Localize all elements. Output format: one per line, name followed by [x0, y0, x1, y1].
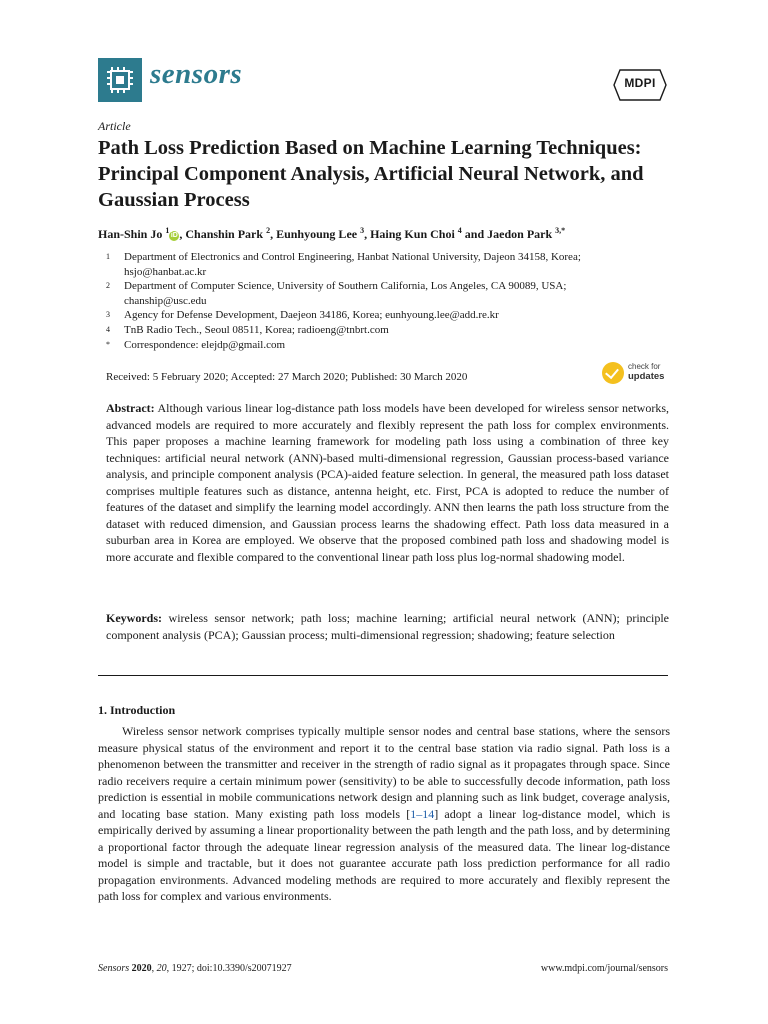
author-name[interactable]: Eunhyoung Lee [276, 227, 358, 241]
journal-logo [98, 58, 142, 102]
author-name[interactable]: Haing Kun Choi [370, 227, 455, 241]
intro-paragraph: Wireless sensor network comprises typically multiple sensor nodes and central base stations, where the sensors measure physical status of the environment and report it to the central base station via radio signal. Path loss is a phenomenon between the transmitter and receiver in the strength of radio signal as it propagates through space. Since radio receivers require a certain minimum power (sensitivity) to be able to successfully decode information, path loss prediction is essential in mobile communications network design and planning such as link budget, coverage analysis, and locating base station. Many existing path loss models [1–14] adopt a linear log-distance model, which is empirically derived by assuming a linear proportionality between the path length and the path loss, and by determining a proportional factor through the adequate linear regression analysis of the measured data. The linear log-distance model is simple and tractable, but it does not guarantee accurate path loss prediction performance for all radio propagation environments. Advanced modeling methods are required to more accurately and flexibly represent the path loss for complex and various environments. [98, 724, 670, 903]
author-affiliation-marker: 3 [360, 226, 365, 235]
author-affiliation-marker: 1 [165, 226, 170, 235]
author-name[interactable]: Han-Shin Jo [98, 227, 163, 241]
footer-journal-url[interactable]: www.mdpi.com/journal/sensors [540, 963, 668, 974]
publisher-name: MDPI [624, 76, 656, 90]
journal-name: sensors [150, 58, 243, 90]
author-affiliation-marker: 3,* [555, 226, 566, 235]
check-for-updates-button[interactable]: check for updates [602, 362, 674, 386]
citation-link[interactable]: 1–14 [410, 806, 435, 821]
abstract [106, 400, 669, 565]
author-list: Han-Shin Jo $^1$iD , Chanshin Park $^2$, Eunhyoung Lee $^3$, Haing Kun Choi $^4$ and Jaedon Park $^{3,*}$ [98, 226, 566, 241]
footer-citation: Sensors 2020, 20, 1927; doi:10.3390/s20071927 [98, 963, 292, 974]
paper-page: sensors MDPI Article Path Loss Prediction Based on Machine Learning Techniques: Principal Component Analysis, Artificial Neural Network, and Gaussian Process Han-Shin Jo $^1$iD , Chanshin Park $^2$, Eunhyoung Lee $^3$, Haing Kun Choi $^4$ and Jaedon Park $^{3,*}$ 1 Department of Electronics and Control Engineering, Hanbat National University, Dajeon 34158, Korea; hsjo@hanbat.ac.kr 2 Department of Computer Science, University of Southern California, Los Angeles, CA 90089, USA; chanship@usc.edu 3 Agency for Defense Development, Daejeon 34186, Korea; eunhyoung.lee@add.re.kr 4 TnB Radio Tech., Seoul 08511, Korea; radioeng@tnbrt.com * Correspondence: elejdp@gmail.com Received: 5 February 2020; Accepted: 27 March 2020; Published: 30 March 2020 check for updates Abstract: Although various linear log-distance path loss models have been developed for wireless sensor networks, advanced models are required to more accurately and flexibly represent the path loss for complex environments. This paper proposes a machine learning framework for modeling path loss using a combination of three key techniques: artificial neural network (ANN)-based multi-dimensional regression, Gaussian process-based variance analysis, and principle component analysis (PCA)-aided feature selection. In general, the measured path loss dataset comprises multiple features such as distance, antenna height, etc. First, PCA is adopted to reduce the number of features of the dataset and simplify the learning model accordingly. ANN then learns the path loss structure from the dataset with reduced dimension, and Gaussian process learns the shadowing effect. Path loss data measured in a suburban area in Korea are employed. We observe that the proposed combined path loss and shadowing model is more accurate and flexible compared to the conventional linear path loss plus log-normal shadowing model. Keywords: wireless sensor network; path loss; machine learning; artificial neural network (ANN); principle component analysis (PCA); Gaussian process; multi-dimensional regression; shadowing; feature selection 1. Introduction Wireless sensor network comprises typically multiple sensor nodes and central base stations, where the sensors measure physical status of the environment and report it to the central base station via radio signal. Path loss is a phenomenon between the transmitter and receiver in the strength of radio signal as it propagates through space. Since radio receivers require a certain minimum power (sensitivity) to be able to successfully decode information, path loss prediction is essential in mobile communications network design and planning such as link budget, coverage analysis, and locating base station. Many existing path loss models [1–14] adopt a linear log-distance model, which is empirically derived by assuming a linear proportionality between the path length and the path loss, and by determining a proportional factor through the adequate linear regression analysis of the measured data. The linear log-distance model is simple and tractable, but it does not guarantee accurate path loss prediction performance for all radio propagation environments. Advanced modeling methods are required to more accurately and flexibly represent the path loss for complex and various environments. Sensors 2020, 20, 1927; doi:10.3390/s20071927 www.mdpi.com/journal/sensors [0, 0, 768, 1024]
paper-title: Path Loss Prediction Based on Machine Learning Techniques: Principal Component Analysis, Artificial Neural Network, and Gaussian Process [98, 137, 644, 211]
keywords-text: wireless sensor network; path loss; machine learning; artificial neural network (ANN); principle component analysis (PCA); Gaussian process; multi-dimensional regression; shadowing; feature selection [106, 611, 670, 642]
article-type: Article [98, 119, 131, 133]
abstract-text: Although various linear log-distance path loss models have been developed for wireless sensor networks, advanced models are required to more accurately and flexibly represent the path loss for complex environments. This paper proposes a machine learning framework for modeling path loss using a combination of three key techniques: artificial neural network (ANN)-based multi-dimensional regression, Gaussian process-based variance analysis, and principle component analysis (PCA)-aided feature selection. In general, the measured path loss dataset comprises multiple features such as distance, antenna height, etc. First, PCA is adopted to reduce the number of features of the dataset and simplify the learning model accordingly. ANN then learns the path loss structure from the dataset with reduced dimension, and Gaussian process learns the shadowing effect. Path loss data measured in a suburban area in Korea are employed. We observe that the proposed combined path loss and shadowing model is more accurate and flexible compared to the conventional linear path loss plus log-normal shadowing model. [106, 401, 669, 564]
publisher-logo [612, 68, 668, 102]
keywords [106, 610, 669, 643]
section-heading: 1. Introduction [98, 703, 176, 717]
author-affiliation-marker: 2 [266, 226, 271, 235]
orcid-icon[interactable]: iD [170, 232, 178, 239]
author-name[interactable]: Jaedon Park [487, 227, 553, 241]
section-divider [98, 675, 668, 676]
keywords-label: Keywords: [106, 611, 162, 625]
checkmark-icon [602, 362, 624, 384]
abstract-label: Abstract: [106, 401, 155, 415]
publication-dates: Received: 5 February 2020; Accepted: 27 March 2020; Published: 30 March 2020 [106, 371, 468, 383]
author-affiliation-marker: 4 [457, 226, 462, 235]
author-name[interactable]: Chanshin Park [185, 227, 264, 241]
